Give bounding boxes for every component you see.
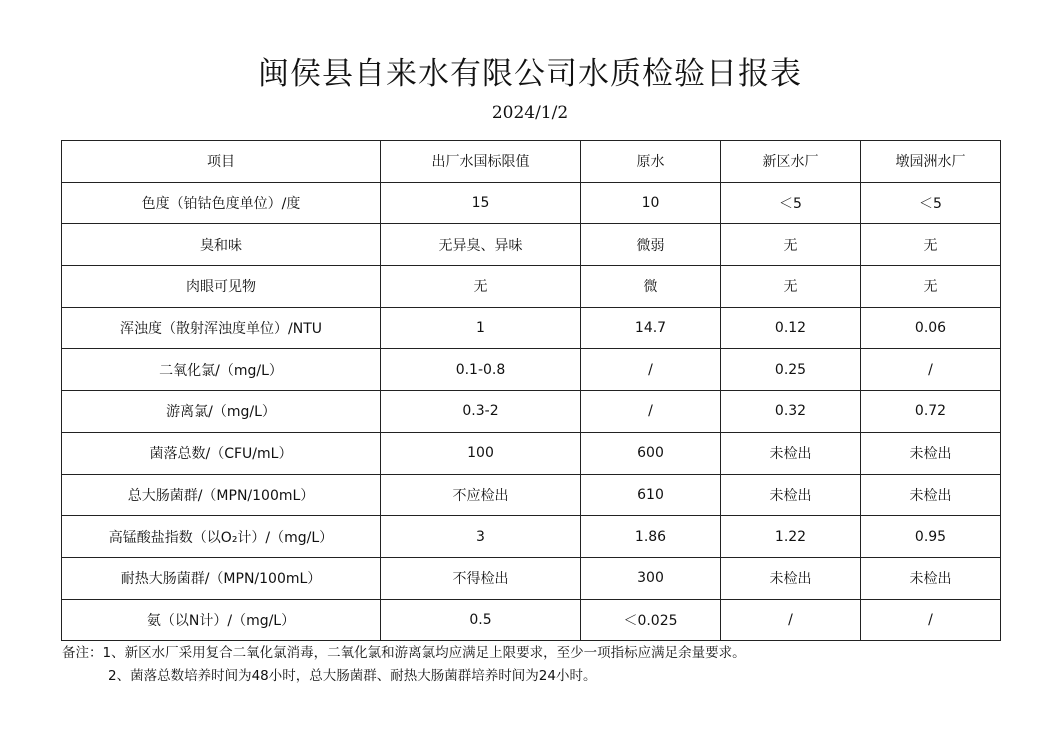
cell-raw-water: 600 xyxy=(581,432,721,474)
cell-standard-limit: 100 xyxy=(381,432,581,474)
report-date: 2024/1/2 xyxy=(491,103,569,123)
cell-standard-limit: 无 xyxy=(381,266,581,308)
cell-standard-limit: 不应检出 xyxy=(381,474,581,516)
cell-dunyuanzhou-plant: 无 xyxy=(861,266,1001,308)
notes-section xyxy=(62,642,1042,688)
header-raw-water: 原水 xyxy=(581,141,721,183)
cell-standard-limit: 1 xyxy=(381,307,581,349)
header-dunyuanzhou-plant: 墩园洲水厂 xyxy=(861,141,1001,183)
table-header-row xyxy=(62,141,1001,183)
cell-raw-water: 微弱 xyxy=(581,224,721,266)
cell-standard-limit: 0.3-2 xyxy=(381,391,581,433)
cell-dunyuanzhou-plant: 0.72 xyxy=(861,391,1001,433)
cell-xinqu-plant: ＜5 xyxy=(721,182,861,224)
cell-item: 浑浊度（散射浑浊度单位）/NTU xyxy=(62,307,381,349)
table-row xyxy=(62,557,1001,599)
cell-dunyuanzhou-plant: 无 xyxy=(861,224,1001,266)
cell-dunyuanzhou-plant: ＜5 xyxy=(861,182,1001,224)
cell-item: 耐热大肠菌群/（MPN/100mL） xyxy=(62,557,381,599)
cell-dunyuanzhou-plant: 0.95 xyxy=(861,516,1001,558)
cell-item: 二氧化氯/（mg/L） xyxy=(62,349,381,391)
cell-standard-limit: 3 xyxy=(381,516,581,558)
cell-standard-limit: 0.5 xyxy=(381,599,581,641)
cell-xinqu-plant: 0.25 xyxy=(721,349,861,391)
table-row xyxy=(62,474,1001,516)
cell-xinqu-plant: 0.12 xyxy=(721,307,861,349)
header-standard-limit: 出厂水国标限值 xyxy=(381,141,581,183)
note-2: 2、菌落总数培养时间为48小时，总大肠菌群、耐热大肠菌群培养时间为24小时。 xyxy=(108,668,597,684)
cell-xinqu-plant: 无 xyxy=(721,266,861,308)
cell-raw-water: 1.86 xyxy=(581,516,721,558)
cell-item: 肉眼可见物 xyxy=(62,266,381,308)
cell-item: 氨（以N计）/（mg/L） xyxy=(62,599,381,641)
cell-dunyuanzhou-plant: / xyxy=(861,349,1001,391)
table-row xyxy=(62,307,1001,349)
note-1: 备注：1、新区水厂采用复合二氧化氯消毒，二氧化氯和游离氯均应满足上限要求，至少一项指标应满足余量要求。 xyxy=(62,645,746,661)
cell-xinqu-plant: 1.22 xyxy=(721,516,861,558)
cell-raw-water: 610 xyxy=(581,474,721,516)
table-row xyxy=(62,432,1001,474)
cell-item: 游离氯/（mg/L） xyxy=(62,391,381,433)
cell-dunyuanzhou-plant: / xyxy=(861,599,1001,641)
cell-item: 菌落总数/（CFU/mL） xyxy=(62,432,381,474)
cell-xinqu-plant: / xyxy=(721,599,861,641)
cell-raw-water: 300 xyxy=(581,557,721,599)
cell-xinqu-plant: 无 xyxy=(721,224,861,266)
cell-dunyuanzhou-plant: 未检出 xyxy=(861,474,1001,516)
cell-xinqu-plant: 未检出 xyxy=(721,432,861,474)
table-row xyxy=(62,349,1001,391)
cell-standard-limit: 0.1-0.8 xyxy=(381,349,581,391)
cell-standard-limit: 不得检出 xyxy=(381,557,581,599)
cell-dunyuanzhou-plant: 未检出 xyxy=(861,432,1001,474)
cell-raw-water: ＜0.025 xyxy=(581,599,721,641)
cell-xinqu-plant: 未检出 xyxy=(721,474,861,516)
cell-item: 高锰酸盐指数（以O₂计）/（mg/L） xyxy=(62,516,381,558)
table-row xyxy=(62,224,1001,266)
table-row xyxy=(62,266,1001,308)
header-item: 项目 xyxy=(62,141,381,183)
cell-dunyuanzhou-plant: 未检出 xyxy=(861,557,1001,599)
cell-item: 总大肠菌群/（MPN/100mL） xyxy=(62,474,381,516)
cell-raw-water: 14.7 xyxy=(581,307,721,349)
water-quality-table xyxy=(61,140,1001,641)
cell-raw-water: / xyxy=(581,391,721,433)
cell-standard-limit: 无异臭、异味 xyxy=(381,224,581,266)
report-title: 闽侯县自来水有限公司水质检验日报表 xyxy=(258,56,802,92)
cell-raw-water: / xyxy=(581,349,721,391)
header-xinqu-plant: 新区水厂 xyxy=(721,141,861,183)
cell-raw-water: 10 xyxy=(581,182,721,224)
table-row xyxy=(62,516,1001,558)
cell-item: 色度（铂钴色度单位）/度 xyxy=(62,182,381,224)
cell-standard-limit: 15 xyxy=(381,182,581,224)
cell-item: 臭和味 xyxy=(62,224,381,266)
table-row xyxy=(62,391,1001,433)
cell-raw-water: 微 xyxy=(581,266,721,308)
table-row xyxy=(62,182,1001,224)
cell-dunyuanzhou-plant: 0.06 xyxy=(861,307,1001,349)
cell-xinqu-plant: 0.32 xyxy=(721,391,861,433)
table-row xyxy=(62,599,1001,641)
cell-xinqu-plant: 未检出 xyxy=(721,557,861,599)
